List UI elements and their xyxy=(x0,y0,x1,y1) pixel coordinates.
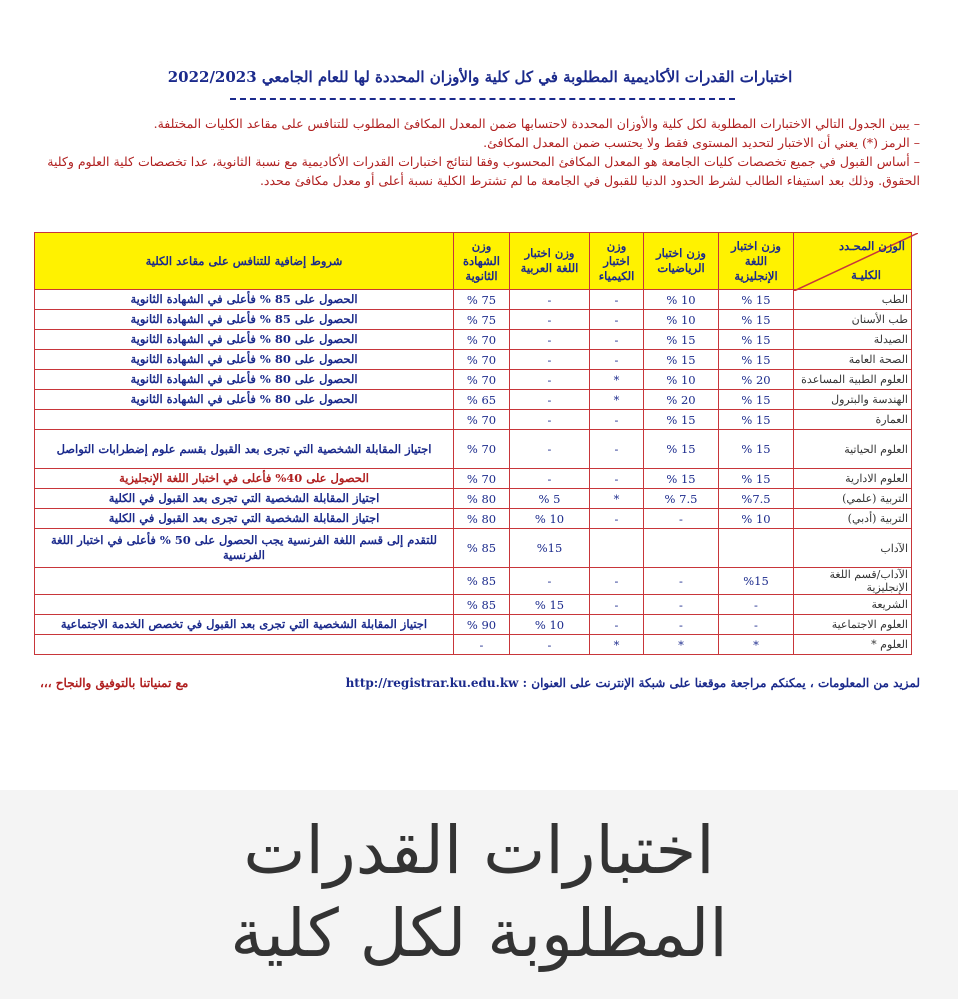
table-row xyxy=(35,568,912,595)
header-chemistry: وزن اختبار الكيمياء xyxy=(590,233,644,290)
cell-conditions: للتقدم إلى قسم اللغة الفرنسية يجب الحصول على 50 % فأعلى في اختبار اللغة الفرنسية xyxy=(35,529,454,568)
cell-arabic: %15 xyxy=(510,529,590,568)
cell-chemistry: * xyxy=(590,635,644,655)
cell-secondary: 70 % xyxy=(454,469,510,489)
footer-wish: مع تمنياتنا بالتوفيق والنجاح ،،، xyxy=(40,676,189,690)
cell-conditions: الحصول على 80 % فأعلى في الشهادة الثانوية xyxy=(35,350,454,370)
cell-english: 15 % xyxy=(719,310,794,330)
cell-english: - xyxy=(719,595,794,615)
table-row xyxy=(35,390,912,410)
table-row xyxy=(35,595,912,615)
cell-arabic: - xyxy=(510,568,590,595)
cell-conditions: الحصول على 40% فأعلى في اختبار اللغة الإنجليزية xyxy=(35,469,454,489)
cell-arabic: - xyxy=(510,469,590,489)
table-header-row xyxy=(35,233,912,290)
cell-arabic: - xyxy=(510,330,590,350)
note-1: – يبين الجدول التالي الاختبارات المطلوبة لكل كلية والأوزان المحددة لاحتسابها ضمن المعدل المكافئ المطلوب للتنافس على مقاعد الكليات المختلفة. xyxy=(153,116,920,131)
table-row xyxy=(35,410,912,430)
header-college-weight xyxy=(794,233,912,290)
document-title: اختبارات القدرات الأكاديمية المطلوبة في كل كلية والأوزان المحددة لها للعام الجامعي 2022/2023 xyxy=(167,68,793,86)
cell-conditions xyxy=(35,410,454,430)
cell-conditions: الحصول على 80 % فأعلى في الشهادة الثانوية xyxy=(35,390,454,410)
cell-math: - xyxy=(644,509,719,529)
cell-college: التربية (علمي) xyxy=(794,489,912,509)
cell-college: الهندسة والبترول xyxy=(794,390,912,410)
cell-college: طب الأسنان xyxy=(794,310,912,330)
cell-math: 10 % xyxy=(644,310,719,330)
cell-college: الشريعة xyxy=(794,595,912,615)
cell-chemistry: - xyxy=(590,350,644,370)
cell-secondary: 70 % xyxy=(454,330,510,350)
cell-math: 15 % xyxy=(644,469,719,489)
cell-college: العمارة xyxy=(794,410,912,430)
table-row xyxy=(35,469,912,489)
cell-college: العلوم الطبية المساعدة xyxy=(794,370,912,390)
table-row xyxy=(35,529,912,568)
footer-info: لمزيد من المعلومات ، يمكنكم مراجعة موقعنا على شبكة الإنترنت على العنوان : http://registrar.ku.edu.kw xyxy=(345,676,920,690)
cell-math: * xyxy=(644,635,719,655)
cell-chemistry: - xyxy=(590,430,644,469)
cell-english: 15 % xyxy=(719,390,794,410)
cell-conditions xyxy=(35,568,454,595)
cell-secondary: 75 % xyxy=(454,310,510,330)
cell-college: الصيدلة xyxy=(794,330,912,350)
cell-english: %7.5 xyxy=(719,489,794,509)
cell-english: 15 % xyxy=(719,290,794,310)
cell-chemistry: - xyxy=(590,410,644,430)
cell-english: 15 % xyxy=(719,430,794,469)
cell-arabic: 10 % xyxy=(510,509,590,529)
cell-chemistry: * xyxy=(590,370,644,390)
cell-chemistry: - xyxy=(590,330,644,350)
note-2: – الرمز (*) يعني أن الاختبار لتحديد المستوى فقط ولا يحتسب ضمن المعدل المكافئ. xyxy=(483,135,920,150)
cell-arabic: - xyxy=(510,635,590,655)
cell-college: العلوم الاجتماعية xyxy=(794,615,912,635)
cell-english xyxy=(719,529,794,568)
cell-english: 10 % xyxy=(719,509,794,529)
cell-arabic: - xyxy=(510,310,590,330)
cell-chemistry: - xyxy=(590,568,644,595)
cell-college: العلوم الحياتية xyxy=(794,430,912,469)
admission-table xyxy=(34,232,912,655)
cell-arabic: - xyxy=(510,350,590,370)
cell-math: 15 % xyxy=(644,330,719,350)
cell-secondary: 80 % xyxy=(454,489,510,509)
cell-conditions xyxy=(35,595,454,615)
cell-arabic: - xyxy=(510,370,590,390)
note-3: – أساس القبول في جميع تخصصات كليات الجامعة هو المعدل المكافئ المحسوب وفقا لنتائج اختبارات القدرات الأكاديمية مع نسبة الثانوية، عدا تخصصات كلية العلوم وكلية الحقوق. وذلك بعد استيفاء الطالب لشرط الحدود الدنيا للقبول في الجامعة ما لم تشترط الكلية نسبة أعلى أو معدل مكافئ محدد. xyxy=(47,154,920,188)
cell-conditions: اجتياز المقابلة الشخصية التي تجرى بعد القبول في الكلية xyxy=(35,509,454,529)
cell-math: 15 % xyxy=(644,410,719,430)
cell-math: - xyxy=(644,595,719,615)
cell-arabic: - xyxy=(510,430,590,469)
cell-college: العلوم الادارية xyxy=(794,469,912,489)
cell-math: 10 % xyxy=(644,370,719,390)
table-row xyxy=(35,350,912,370)
header-conditions: شروط إضافية للتنافس على مقاعد الكلية xyxy=(35,233,454,290)
cell-college: الطب xyxy=(794,290,912,310)
header-math: وزن اختبار الرياضيات xyxy=(644,233,719,290)
cell-chemistry: - xyxy=(590,310,644,330)
cell-arabic: - xyxy=(510,390,590,410)
table-row xyxy=(35,489,912,509)
cell-college: التربية (أدبي) xyxy=(794,509,912,529)
cell-math: - xyxy=(644,615,719,635)
cell-english: - xyxy=(719,615,794,635)
cell-math: 15 % xyxy=(644,350,719,370)
table-row xyxy=(35,370,912,390)
caption-banner xyxy=(0,790,958,999)
cell-secondary: 70 % xyxy=(454,430,510,469)
cell-chemistry xyxy=(590,529,644,568)
cell-college: العلوم * xyxy=(794,635,912,655)
cell-conditions: اجتياز المقابلة الشخصية التي تجرى بعد القبول في الكلية xyxy=(35,489,454,509)
header-college: الكليـة xyxy=(851,268,881,282)
table-body xyxy=(35,290,912,655)
header-secondary: وزن الشهادة الثانوية xyxy=(454,233,510,290)
cell-secondary: 70 % xyxy=(454,370,510,390)
table-row xyxy=(35,310,912,330)
cell-math: - xyxy=(644,568,719,595)
table-row xyxy=(35,635,912,655)
table-row xyxy=(35,430,912,469)
cell-english: 15 % xyxy=(719,410,794,430)
cell-math: 15 % xyxy=(644,430,719,469)
cell-chemistry: - xyxy=(590,290,644,310)
cell-secondary: 70 % xyxy=(454,410,510,430)
notes-block xyxy=(32,114,920,190)
cell-chemistry: * xyxy=(590,390,644,410)
header-arabic: وزن اختبار اللغة العربية xyxy=(510,233,590,290)
cell-conditions xyxy=(35,635,454,655)
cell-conditions: الحصول على 85 % فأعلى في الشهادة الثانوية xyxy=(35,290,454,310)
cell-chemistry: - xyxy=(590,615,644,635)
cell-college: الصحة العامة xyxy=(794,350,912,370)
cell-math: 20 % xyxy=(644,390,719,410)
table-row xyxy=(35,509,912,529)
cell-conditions: الحصول على 80 % فأعلى في الشهادة الثانوية xyxy=(35,370,454,390)
caption-line-1: اختبارات القدرات xyxy=(243,812,715,889)
cell-english: 20 % xyxy=(719,370,794,390)
cell-arabic: 15 % xyxy=(510,595,590,615)
table-row xyxy=(35,330,912,350)
header-weight: الوزن المحـدد xyxy=(839,239,905,253)
cell-arabic: - xyxy=(510,410,590,430)
cell-conditions: الحصول على 85 % فأعلى في الشهادة الثانوية xyxy=(35,310,454,330)
cell-secondary: 70 % xyxy=(454,350,510,370)
cell-chemistry: - xyxy=(590,595,644,615)
cell-english: * xyxy=(719,635,794,655)
cell-english: %15 xyxy=(719,568,794,595)
cell-conditions: اجتياز المقابلة الشخصية التي تجرى بعد القبول بقسم علوم إضطرابات التواصل xyxy=(35,430,454,469)
cell-arabic: - xyxy=(510,290,590,310)
header-english: وزن اختبار اللغة الإنجليزية xyxy=(719,233,794,290)
cell-conditions: الحصول على 80 % فأعلى في الشهادة الثانوية xyxy=(35,330,454,350)
table-row xyxy=(35,290,912,310)
cell-college: الآداب/قسم اللغة الإنجليزية xyxy=(794,568,912,595)
cell-english: 15 % xyxy=(719,350,794,370)
cell-conditions: اجتياز المقابلة الشخصية التي تجرى بعد القبول في تخصص الخدمة الاجتماعية xyxy=(35,615,454,635)
cell-college: الآداب xyxy=(794,529,912,568)
cell-english: 15 % xyxy=(719,469,794,489)
cell-secondary: 90 % xyxy=(454,615,510,635)
table-row xyxy=(35,615,912,635)
cell-chemistry: - xyxy=(590,509,644,529)
cell-secondary: - xyxy=(454,635,510,655)
cell-secondary: 75 % xyxy=(454,290,510,310)
cell-chemistry: - xyxy=(590,469,644,489)
cell-secondary: 85 % xyxy=(454,529,510,568)
cell-secondary: 65 % xyxy=(454,390,510,410)
cell-chemistry: * xyxy=(590,489,644,509)
cell-secondary: 80 % xyxy=(454,509,510,529)
cell-arabic: 5 % xyxy=(510,489,590,509)
cell-math xyxy=(644,529,719,568)
title-divider xyxy=(230,98,735,100)
cell-english: 15 % xyxy=(719,330,794,350)
caption-line-2: المطلوبة لكل كلية xyxy=(230,895,728,972)
cell-secondary: 85 % xyxy=(454,568,510,595)
cell-secondary: 85 % xyxy=(454,595,510,615)
cell-arabic: 10 % xyxy=(510,615,590,635)
cell-math: 10 % xyxy=(644,290,719,310)
cell-math: 7.5 % xyxy=(644,489,719,509)
